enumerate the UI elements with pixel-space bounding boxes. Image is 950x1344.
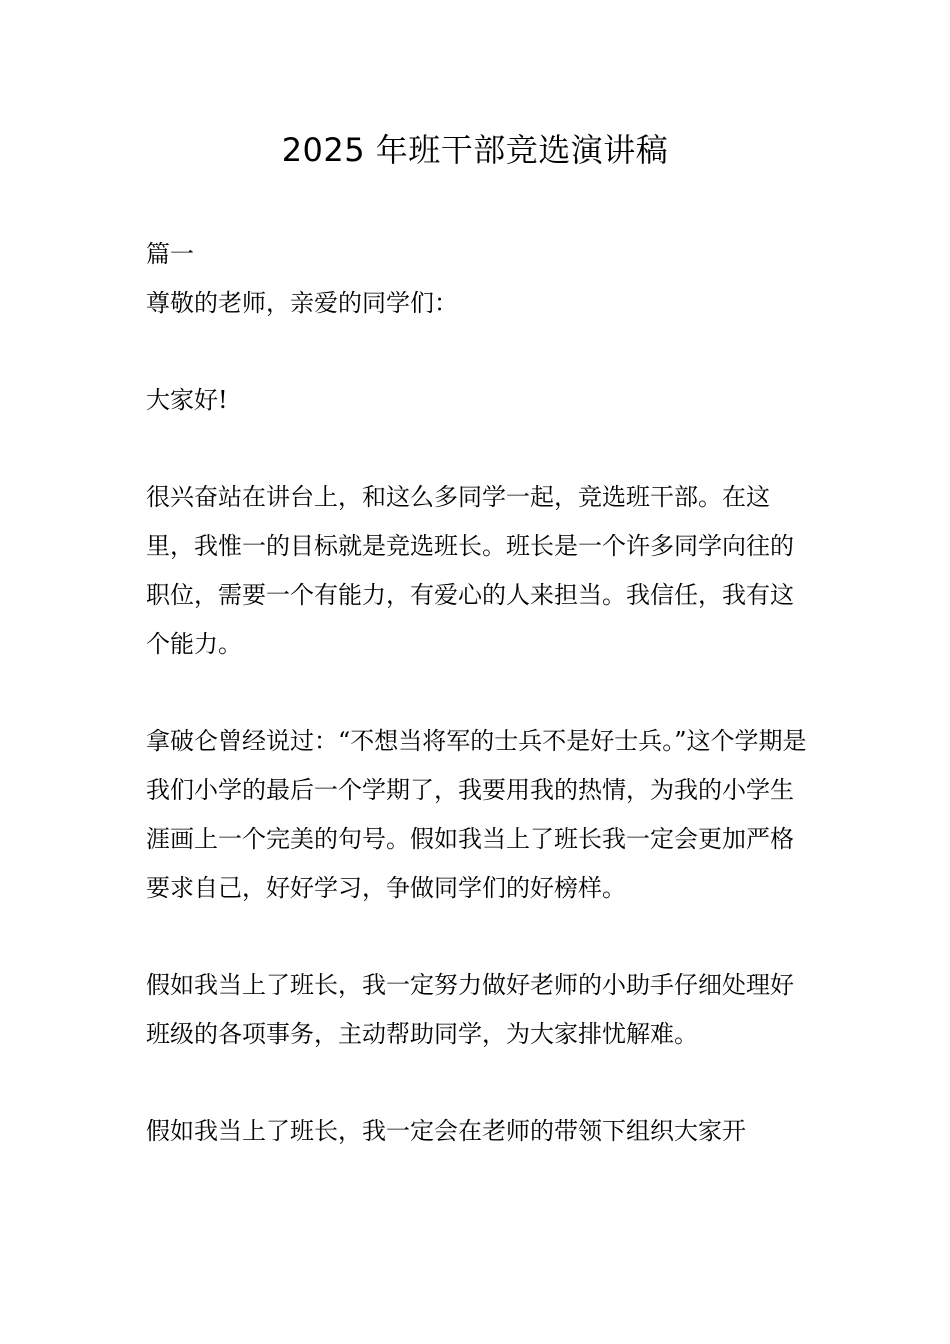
paragraph-organize: 假如我当上了班长，我一定会在老师的带领下组织大家开 [146,1117,746,1145]
paragraph-intro: 很兴奋站在讲台上，和这么多同学一起，竞选班干部。在这里，我惟一的目标就是竞选班长。班长是一个许多同学向往的职位，需要一个有能力，有爱心的人来担当。我信任，我有这个能力。 [146,483,794,658]
paragraph-napoleon: 拿破仑曾经说过：“不想当将军的士兵不是好士兵。”这个学期是我们小学的最后一个学期了，我要用我的热情，为我的小学生涯画上一个完美的句号。假如我当上了班长我一定会更加严格要求自己，好好学习，争做同学们的好榜样。 [146,727,807,902]
paragraph-assistant: 假如我当上了班长，我一定努力做好老师的小助手仔细处理好班级的各项事务，主动帮助同学，为大家排忧解难。 [146,971,794,1048]
document-body [146,230,810,1156]
salutation: 尊敬的老师，亲爱的同学们： [146,289,458,317]
paragraph-greeting: 大家好! [146,386,228,414]
section-label: 篇一 [146,240,194,268]
document-title: 2025 年班干部竞选演讲稿 [281,131,669,169]
